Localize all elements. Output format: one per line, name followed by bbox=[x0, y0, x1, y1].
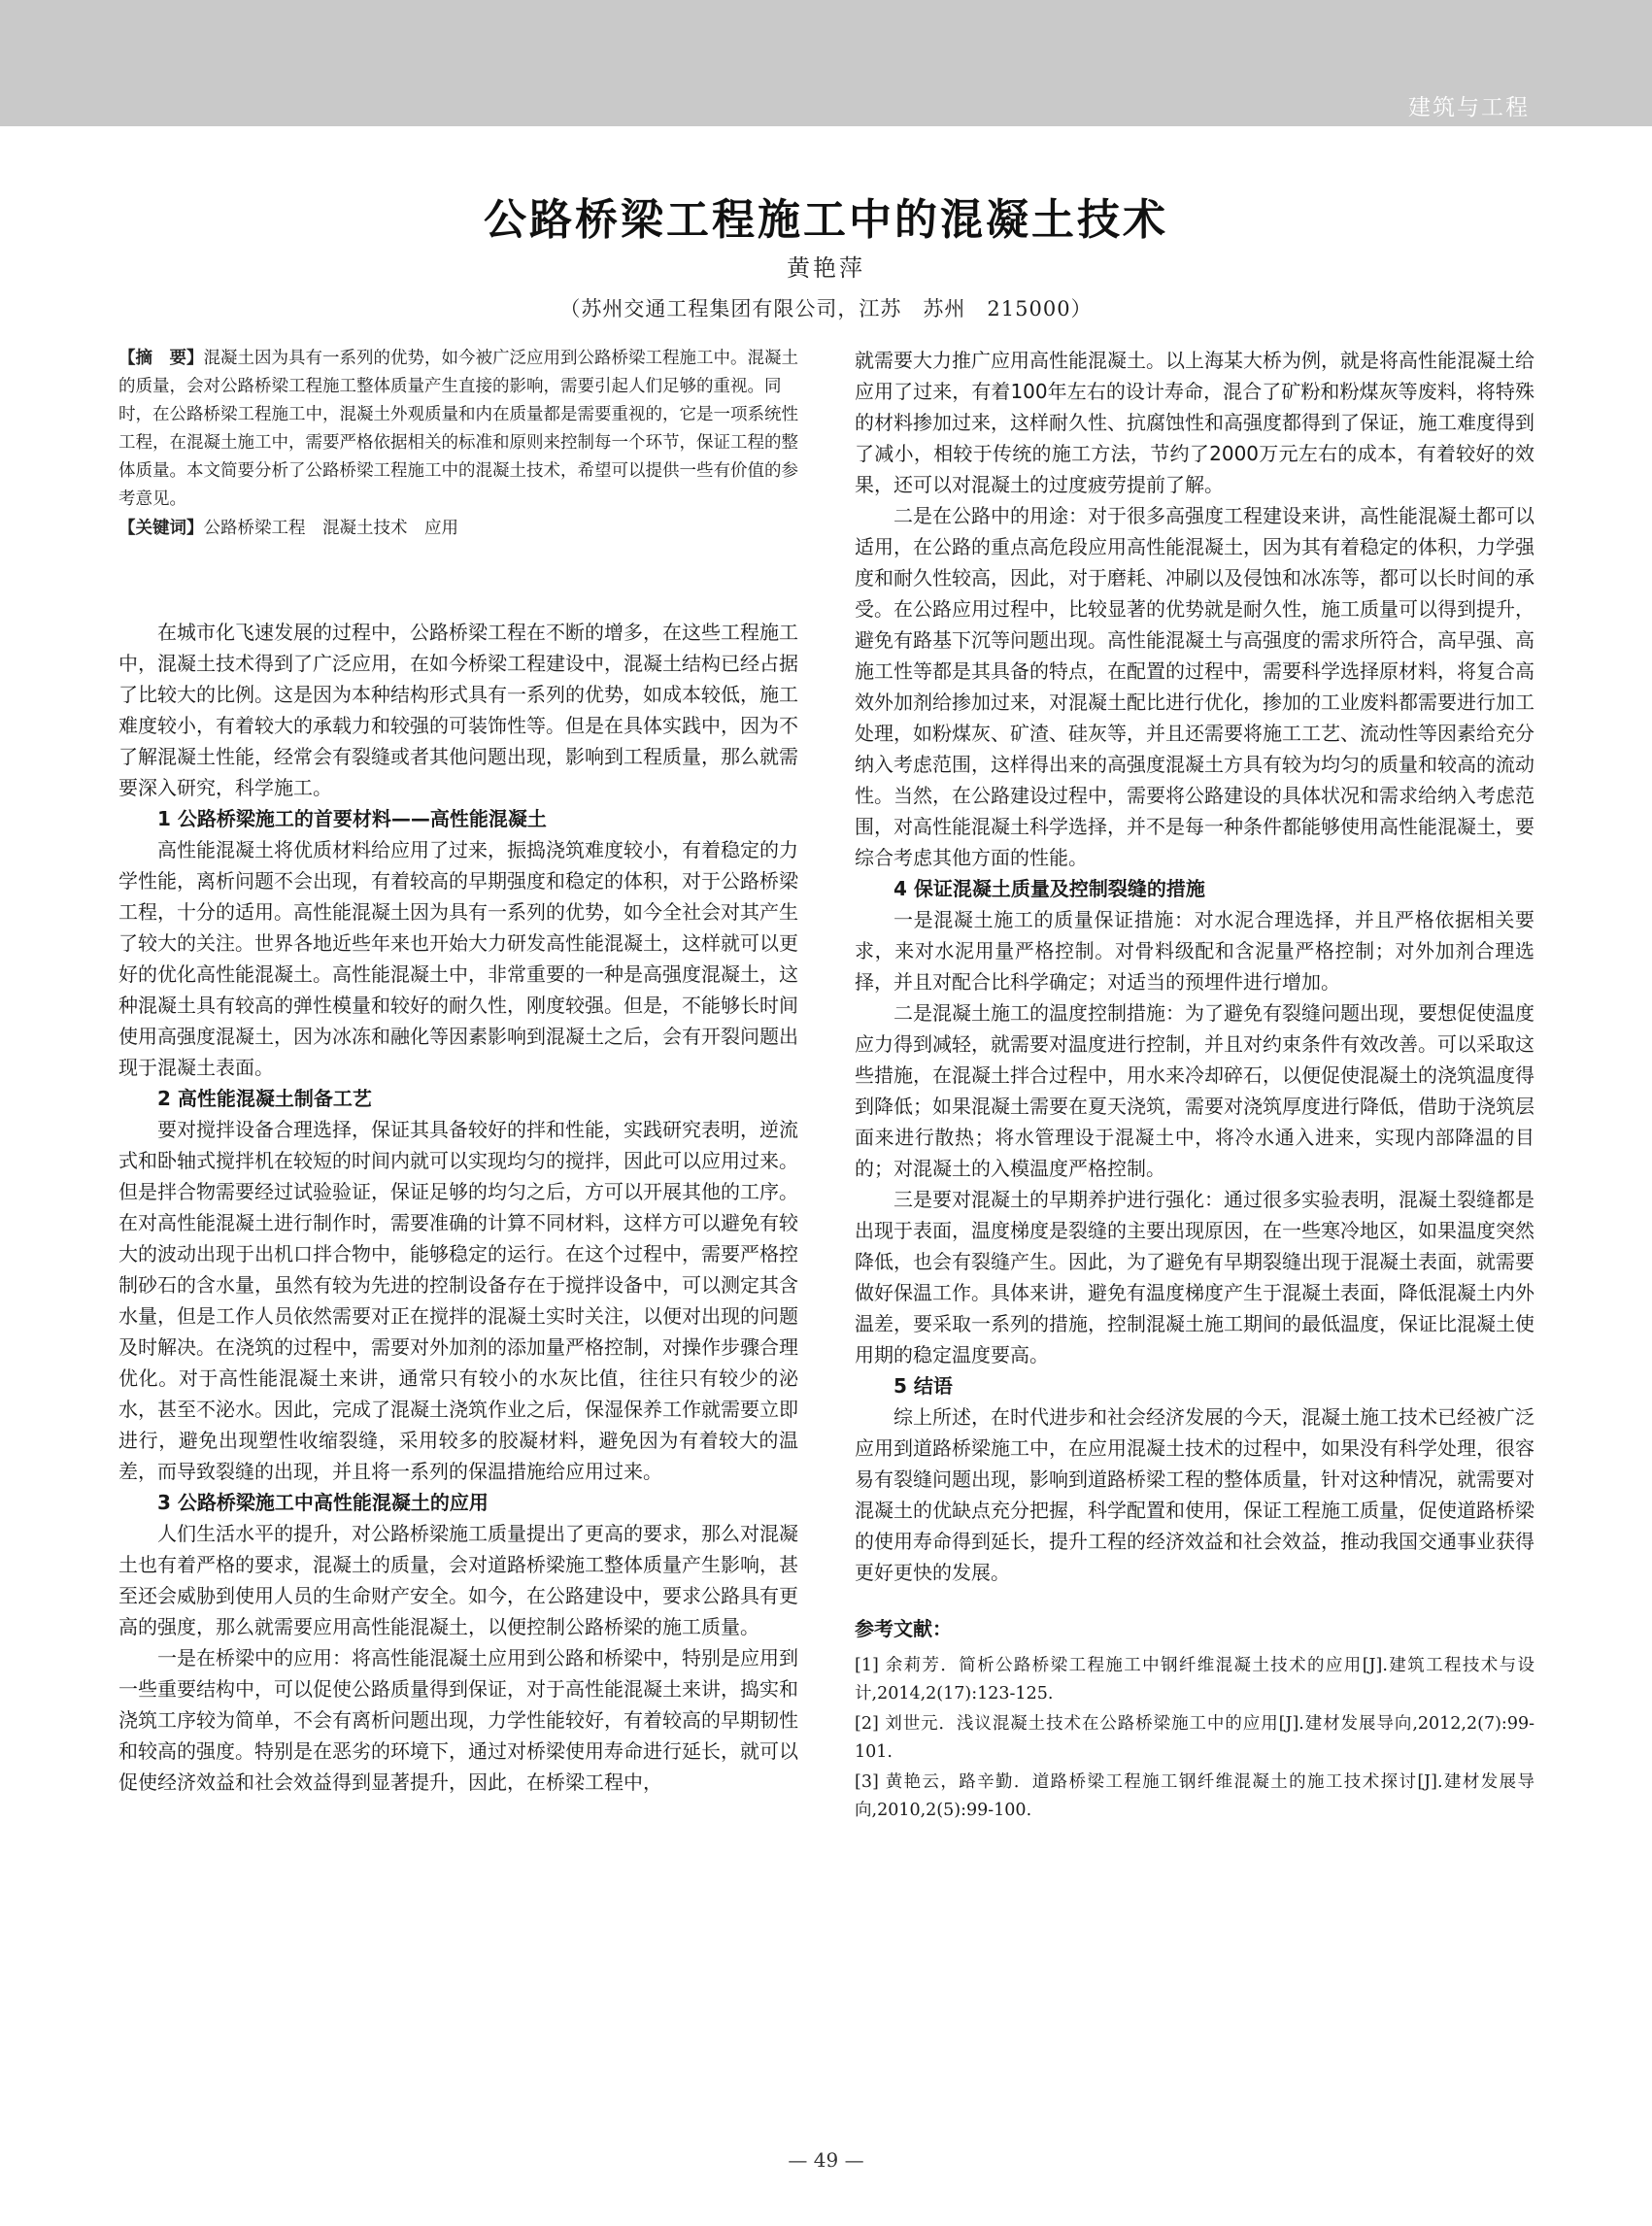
section-2-paragraph: 要对搅拌设备合理选择，保证其具备较好的拌和性能，实践研究表明，逆流式和卧轴式搅拌机在较短的时间内就可以实现均匀的搅拌，因此可以应用过来。但是拌合物需要经过试验验证，保证足够的均匀之后，方可以开展其他的工序。在对高性能混凝土进行制作时，需要准确的计算不同材料，这样方可以避免有较大的波动出现于出机口拌合物中，能够稳定的运行。在这个过程中，需要严格控制砂石的含水量，虽然有较为先进的控制设备存在于搅拌设备中，可以测定其含水量，但是工作人员依然需要对正在搅拌的混凝土实时关注，以便对出现的问题及时解决。在浇筑的过程中，需要对外加剂的添加量严格控制，对操作步骤合理优化。对于高性能混凝土来讲，通常只有较小的水灰比值，往往只有较少的泌水，甚至不泌水。因此，完成了混凝土浇筑作业之后，保湿保养工作就需要立即进行，避免出现塑性收缩裂缝，采用较多的胶凝材料，避免因为有着较大的温差，而导致裂缝的出现，并且将一系列的保温措施给应用过来。 bbox=[118, 1118, 798, 1483]
abstract-label: 【摘 要】 bbox=[118, 349, 204, 368]
abstract-text: 混凝土因为具有一系列的优势，如今被广泛应用到公路桥梁工程施工中。混凝土的质量，会对公路桥梁工程施工整体质量产生直接的影响，需要引起人们足够的重视。同时，在公路桥梁工程施工中，混凝土外观质量和内在质量都是需要重视的，它是一项系统性工程，在混凝土施工中，需要严格依据相关的标准和原则来控制每一个环节，保证工程的整体质量。本文简要分析了公路桥梁工程施工中的混凝土技术，希望可以提供一些有价值的参考意见。 bbox=[118, 349, 798, 509]
author-affiliation: （苏州交通工程集团有限公司，江苏 苏州 215000） bbox=[559, 297, 1093, 320]
section-5-heading: 5 结语 bbox=[893, 1374, 953, 1398]
reference-item: [1] 余莉芳．简析公路桥梁工程施工中钢纤维混凝土技术的应用[J].建筑工程技术与设计,2014,2(17):123-125. bbox=[855, 1656, 1534, 1703]
section-1-paragraph: 高性能混凝土将优质材料给应用了过来，振捣浇筑难度较小，有着稳定的力学性能，离析问题不会出现，有着较高的早期强度和稳定的体积，对于公路桥梁工程，十分的适用。高性能混凝土因为具有一系列的优势，如今全社会对其产生了较大的关注。世界各地近些年来也开始大力研发高性能混凝土，这样就可以更好的优化高性能混凝土。高性能混凝土中，非常重要的一种是高强度混凝土，这种混凝土具有较高的弹性模量和较好的耐久性，刚度较强。但是，不能够长时间使用高强度混凝土，因为冰冻和融化等因素影响到混凝土之后，会有开裂问题出现于混凝土表面。 bbox=[118, 838, 798, 1079]
author-name: 黄艳萍 bbox=[787, 254, 865, 282]
section-4-paragraph: 三是要对混凝土的早期养护进行强化：通过很多实验表明，混凝土裂缝都是出现于表面，温度梯度是裂缝的主要出现原因，在一些寒冷地区，如果温度突然降低，也会有裂缝产生。因此，为了避免有早期裂缝出现于混凝土表面，就需要做好保温工作。具体来讲，避免有温度梯度产生于混凝土表面，降低混凝土内外温差，要采取一系列的措施，控制混凝土施工期间的最低温度，保证比混凝土使用期的稳定温度要高。 bbox=[855, 1188, 1534, 1366]
conclusion-paragraph: 综上所述，在时代进步和社会经济发展的今天，混凝土施工技术已经被广泛应用到道路桥梁施工中，在应用混凝土技术的过程中，如果没有科学处理，很容易有裂缝问题出现，影响到道路桥梁工程的整体质量，针对这种情况，就需要对混凝土的优缺点充分把握，科学配置和使用，保证工程施工质量，促使道路桥梁的使用寿命得到延长，提升工程的经济效益和社会效益，推动我国交通事业获得更好更快的发展。 bbox=[855, 1405, 1534, 1584]
abstract-paragraph bbox=[118, 345, 798, 514]
header-band bbox=[0, 0, 1652, 126]
page-number: — 49 — bbox=[788, 2148, 864, 2172]
continued-paragraph: 就需要大力推广应用高性能混凝土。以上海某大桥为例，就是将高性能混凝土给应用了过来，有着100年左右的设计寿命，混合了矿粉和粉煤灰等废料，将特殊的材料掺加过来，这样耐久性、抗腐蚀性和高强度都得到了保证，施工难度得到了减小，相较于传统的施工方法，节约了2000万元左右的成本，有着较好的效果，还可以对混凝土的过度疲劳提前了解。 bbox=[855, 349, 1534, 496]
intro-paragraph: 在城市化飞速发展的过程中，公路桥梁工程在不断的增多，在这些工程施工中，混凝土技术得到了广泛应用，在如今桥梁工程建设中，混凝土结构已经占据了比较大的比例。这是因为本种结构形式具有一系列的优势，如成本较低，施工难度较小，有着较大的承载力和较强的可装饰性等。但是在具体实践中，因为不了解混凝土性能，经常会有裂缝或者其他问题出现，影响到工程质量，那么就需要深入研究，科学施工。 bbox=[118, 621, 798, 799]
reference-item: [2] 刘世元．浅议混凝土技术在公路桥梁施工中的应用[J].建材发展导向,2012,2(7):99-101. bbox=[855, 1714, 1534, 1762]
reference-item: [3] 黄艳云，路辛勤．道路桥梁工程施工钢纤维混凝土的施工技术探讨[J].建材发展导向,2010,2(5):99-100. bbox=[855, 1772, 1534, 1820]
section-1-heading: 1 公路桥梁施工的首要材料——高性能混凝土 bbox=[157, 807, 547, 830]
section-label: 建筑与工程 bbox=[1408, 95, 1530, 120]
article-title: 公路桥梁工程施工中的混凝土技术 bbox=[484, 195, 1168, 245]
section-3-heading: 3 公路桥梁施工中高性能混凝土的应用 bbox=[157, 1491, 489, 1514]
section-4-heading: 4 保证混凝土质量及控制裂缝的措施 bbox=[893, 877, 1205, 900]
right-column bbox=[855, 345, 1534, 1827]
left-column bbox=[118, 617, 798, 1798]
references-title: 参考文献： bbox=[855, 1617, 952, 1640]
abstract-block bbox=[118, 345, 798, 543]
keywords-text: 公路桥梁工程 混凝土技术 应用 bbox=[203, 519, 458, 538]
section-4-paragraph: 一是混凝土施工的质量保证措施：对水泥合理选择，并且严格依据相关要求，来对水泥用量严格控制。对骨料级配和含泥量严格控制；对外加剂合理选择，并且对配合比科学确定；对适当的预埋件进行增加。 bbox=[855, 908, 1534, 994]
section-3-paragraph: 一是在桥梁中的应用：将高性能混凝土应用到公路和桥梁中，特别是应用到一些重要结构中，可以促使公路质量得到保证，对于高性能混凝土来讲，捣实和浇筑工序较为简单，不会有离析问题出现，力学性能较好，有着较高的早期韧性和较高的强度。特别是在恶劣的环境下，通过对桥梁使用寿命进行延长，就可以促使经济效益和社会效益得到显著提升，因此，在桥梁工程中， bbox=[118, 1646, 798, 1794]
section-3-paragraph: 二是在公路中的用途：对于很多高强度工程建设来讲，高性能混凝土都可以适用，在公路的重点高危段应用高性能混凝土，因为其有着稳定的体积，力学强度和耐久性较高，因此，对于磨耗、冲刷以及侵蚀和冰冻等，都可以长时间的承受。在公路应用过程中，比较显著的优势就是耐久性，施工质量可以得到提升，避免有路基下沉等问题出现。高性能混凝土与高强度的需求所符合，高早强、高施工性等都是其具备的特点，在配置的过程中，需要科学选择原材料，将复合高效外加剂给掺加过来，对混凝土配比进行优化，掺加的工业废料都需要进行加工处理，如粉煤灰、矿渣、硅灰等，并且还需要将施工工艺、流动性等因素给充分纳入考虑范围，这样得出来的高强度混凝土方具有较为均匀的质量和较高的流动性。当然，在公路建设过程中，需要将公路建设的具体状况和需求给纳入考虑范围，对高性能混凝土科学选择，并不是每一种条件都能够使用高性能混凝土，要综合考虑其他方面的性能。 bbox=[855, 504, 1534, 869]
section-4-paragraph: 二是混凝土施工的温度控制措施：为了避免有裂缝问题出现，要想促使温度应力得到减轻，就需要对温度进行控制，并且对约束条件有效改善。可以采取这些措施，在混凝土拌合过程中，用水来冷却碎石，以便促使混凝土的浇筑温度得到降低；如果混凝土需要在夏天浇筑，需要对浇筑厚度进行降低，借助于浇筑层面来进行散热；将水管理设于混凝土中，将冷水通入进来，实现内部降温的目的；对混凝土的入模温度严格控制。 bbox=[855, 1001, 1534, 1180]
keywords-label: 【关键词】 bbox=[118, 519, 204, 538]
section-3-paragraph: 人们生活水平的提升，对公路桥梁施工质量提出了更高的要求，那么对混凝土也有着严格的要求，混凝土的质量，会对道路桥梁施工整体质量产生影响，甚至还会威胁到使用人员的生命财产安全。如今，在公路建设中，要求公路具有更高的强度，那么就需要应用高性能混凝土，以便控制公路桥梁的施工质量。 bbox=[118, 1522, 798, 1638]
references-block bbox=[855, 1613, 1534, 1825]
section-2-heading: 2 高性能混凝土制备工艺 bbox=[157, 1087, 372, 1110]
keywords-paragraph bbox=[118, 515, 798, 543]
